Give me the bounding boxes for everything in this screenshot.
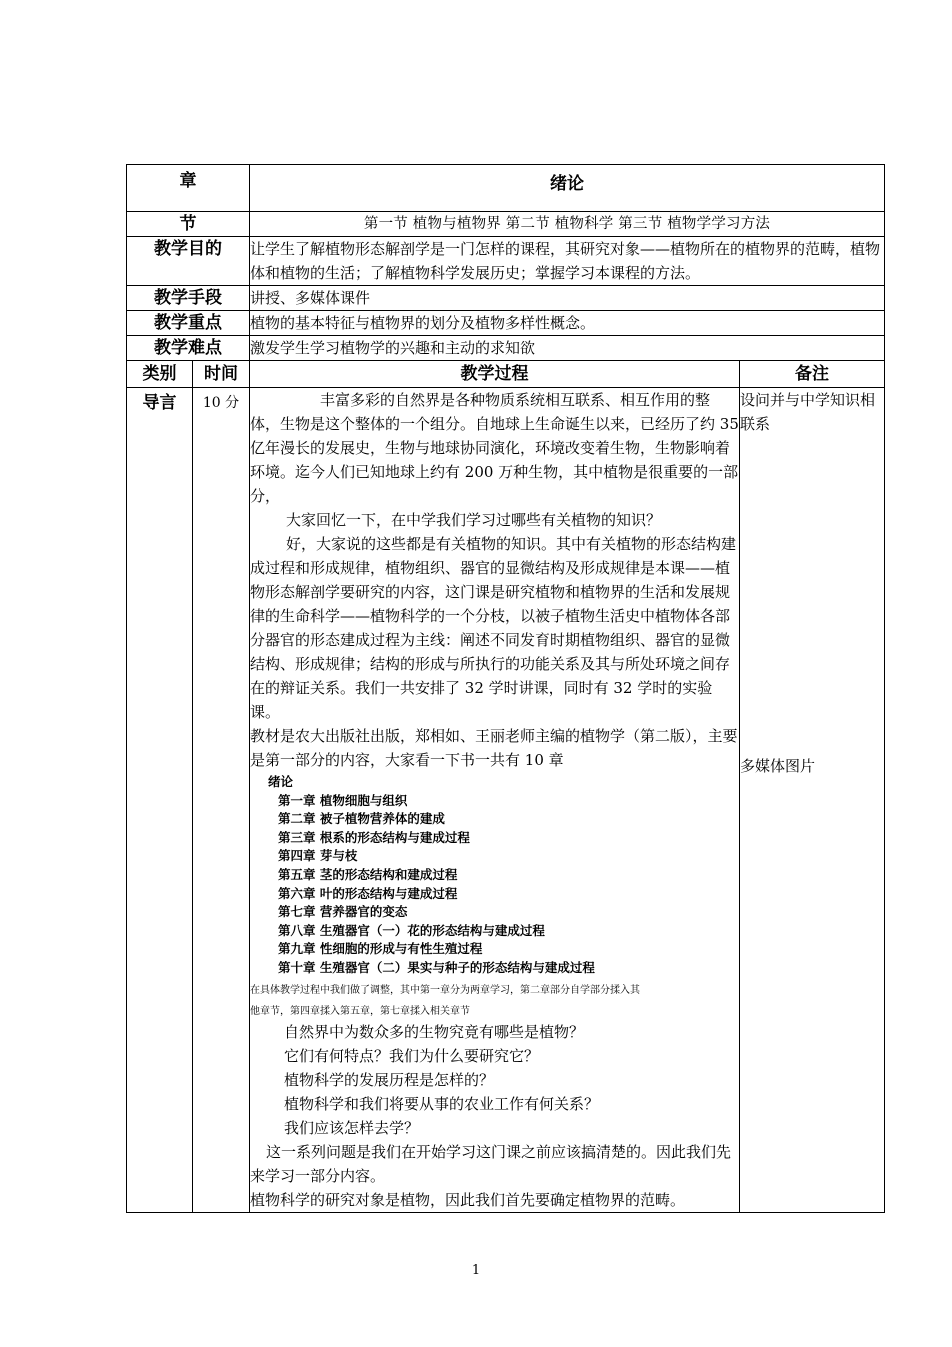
question-item: 它们有何特点？我们为什么要研究它？ [284, 1046, 540, 1065]
question-item: 自然界中为数众多的生物究竟有哪些是植物？ [284, 1022, 585, 1041]
teaching-means-label: 教学手段 [127, 286, 250, 311]
section-value: 第一节 植物与植物界 第二节 植物科学 第三节 植物学学习方法 [250, 212, 885, 237]
row-time: 10 分 [193, 388, 250, 1213]
chapter-value-cell [250, 165, 885, 212]
process-paragraph: 丰富多彩的自然界是各种物质系统相互联系、相互作用的整体，生物是这个整体的一个组分。自地球上生命诞生以来，已经历了约 35 亿年漫长的发展史，生物与地球协同演化，环境改变着生物，生物影响着环境。迄今人们已知地球上约有 200 万种生物，其中植物是很重要的一部分， [250, 391, 739, 505]
teaching-difficulty-value: 激发学生学习植物学的兴趣和主动的求知欲 [250, 336, 885, 361]
chapter-list-item: 第三章 根系的形态结构与建成过程 [278, 829, 470, 845]
chapter-list-item: 第九章 性细胞的形成与有性生殖过程 [278, 941, 483, 957]
column-header-remark: 备注 [740, 361, 885, 388]
teaching-goal-label: 教学目的 [127, 237, 250, 286]
closing-paragraph: 植物科学的研究对象是植物，因此我们首先要确定植物界的范畴。 [250, 1190, 686, 1209]
chapter-list-item: 第一章 植物细胞与组织 [278, 792, 408, 808]
chapter-list-item: 第二章 被子植物营养体的建成 [278, 811, 445, 827]
section-label: 节 [127, 212, 250, 237]
teaching-key-value: 植物的基本特征与植物界的划分及植物多样性概念。 [250, 311, 885, 336]
process-paragraph: 大家回忆一下，在中学我们学习过哪些有关植物的知识？ [286, 511, 662, 529]
column-header-process: 教学过程 [250, 361, 740, 388]
question-item: 植物科学的发展历程是怎样的？ [284, 1070, 495, 1089]
remark-note: 设问并与中学知识相联系 [740, 391, 876, 433]
teaching-means-value: 讲授、多媒体课件 [250, 286, 885, 311]
chapter-title: 绪论 [550, 174, 584, 194]
process-paragraph: 好，大家说的这些都是有关植物的知识。其中有关植物的形态结构建成过程和形成规律，植物组织、器官的显微结构及形成规律是本课——植物形态解剖学要研究的内容，这门课是研究植物和植物界的生活和发展规律的生命科学——植物科学的一个分枝，以被子植物生活史中植物体各部分器官的形态建成过程为主线：阐述不同发育时期植物组织、器官的显微结构、形成规律；结构的形成与所执行的功能关系及其与所处环境之间存在的辩证关系。我们一共安排了 32 学时讲课，同时有 32 学时的实验课。 [250, 535, 737, 721]
chapter-label-text: 章 [179, 171, 197, 191]
lesson-plan-table [126, 164, 885, 1213]
page-number: 1 [471, 1263, 481, 1278]
teaching-goal-value: 让学生了解植物形态解剖学是一门怎样的课程，其研究对象——植物所在的植物界的范畴，植物体和植物的生活；了解植物科学发展历史；掌握学习本课程的方法。 [250, 237, 885, 286]
teaching-key-label: 教学重点 [127, 311, 250, 336]
chapter-list-item: 第十章 生殖器官（二）果实与种子的形态结构与建成过程 [278, 959, 595, 975]
chapter-list-item: 第七章 营养器官的变态 [278, 904, 408, 920]
process-content [250, 388, 740, 1213]
adjustment-note-line2: 他章节，第四章揉入第五章，第七章揉入相关章节 [250, 1005, 470, 1017]
question-item: 我们应该怎样去学？ [284, 1118, 420, 1137]
chapter-list [250, 773, 739, 978]
chapter-list-item: 第八章 生殖器官（一）花的形态结构与建成过程 [278, 922, 545, 938]
chapter-list-item: 第六章 叶的形态结构与建成过程 [278, 885, 458, 901]
teaching-difficulty-label: 教学难点 [127, 336, 250, 361]
column-header-time: 时间 [193, 361, 250, 388]
column-header-category: 类别 [127, 361, 193, 388]
closing-paragraph: 这一系列问题是我们在开始学习这门课之前应该搞清楚的。因此我们先来学习一部分内容。 [250, 1142, 732, 1185]
process-paragraph: 教材是农大出版社出版，郑相如、王丽老师主编的植物学（第二版），主要是第一部分的内容，大家看一下书一共有 10 章 [250, 727, 738, 769]
remark-note: 多媒体图片 [740, 757, 816, 775]
chapter-list-item: 第五章 茎的形态结构和建成过程 [278, 866, 458, 882]
chapter-label [127, 165, 250, 212]
question-item: 植物科学和我们将要从事的农业工作有何关系？ [284, 1094, 600, 1113]
chapter-list-item: 第四章 芽与枝 [278, 848, 358, 864]
chapter-list-item: 绪论 [268, 774, 294, 789]
row-category: 导言 [127, 388, 193, 1213]
remark-content [740, 388, 885, 1213]
adjustment-note-line1: 在具体教学过程中我们做了调整，其中第一章分为两章学习，第二章部分自学部分揉入其 [250, 984, 640, 996]
